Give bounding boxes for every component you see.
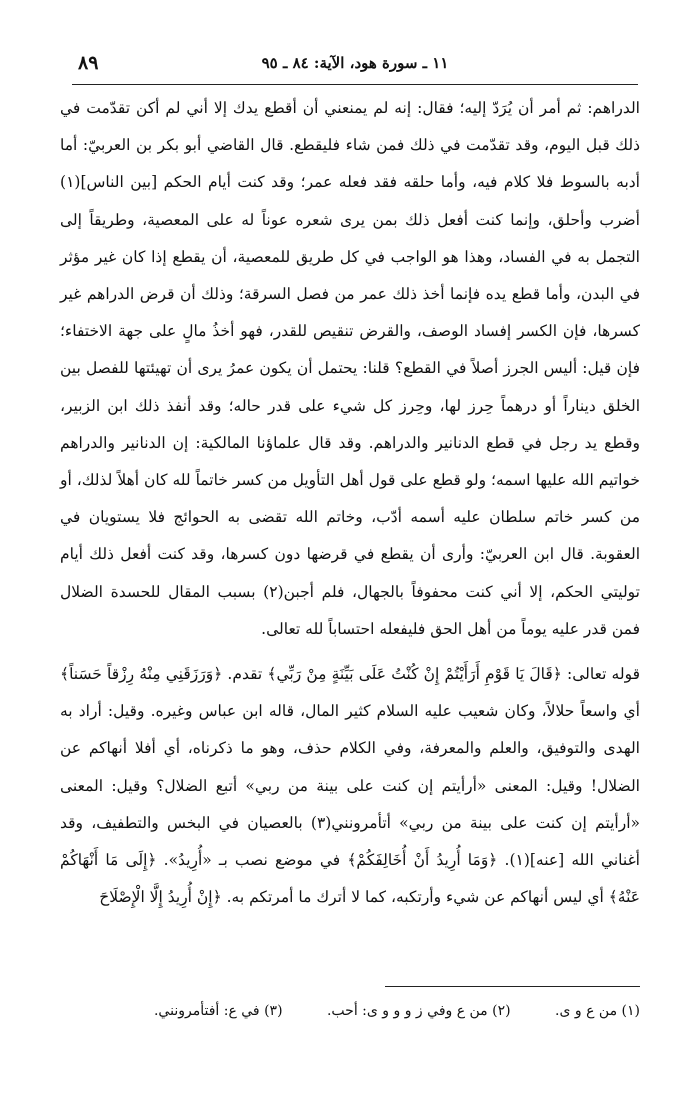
page-header [72, 42, 638, 85]
footnotes [80, 1000, 640, 1022]
main-text [60, 90, 640, 916]
footnote-divider [385, 986, 640, 987]
page-number: ٨٩ [78, 52, 99, 74]
footnote-3: (٣) في ع: أفتأمرونني. [153, 1003, 283, 1019]
footnote-1: (١) من ع و ى. [555, 1003, 640, 1019]
paragraph-1: الدراهم: ثم أمر أن يُرَدّ إليه؛ فقال: إنه لم يمنعني أن أقطع يدك إلا أني لم أكن تقدّمت في ذلك قبل اليوم، وقد تقدّمت في ذلك فمن شاء فليقطع. قال القاضي أبو بكر بن العربيّ: أما أدبه بالسوط فلا كلام فيه، وأما حلقه فقد فعله عمر؛ وقد كنت أيام الحكم [بين الناس](١) أضرب وأحلق، وإنما كنت أفعل ذلك بمن يرى شعره عوناً له على المعصية، وطريقاً إلى التجمل به في الفساد، وهذا هو الواجب في كل طريق للمعصية، أن يقطع إذا كان غير مؤثر في البدن، وأما قطع يده فإنما أخذ ذلك عمر من فصل السرقة؛ وذلك أن قرض الدراهم غير كسرها، فإن الكسر إفساد الوصف، والقرض تنقيص للقدر، فهو أخذُ مالٍ على جهة الاختفاء؛ فإن قيل: أليس الجرز أصلاً في القطع؟ قلنا: يحتمل أن يكون عمرُ يرى أن تهيئتها للفصل بين الخلق ديناراً أو درهماً حِرز لها، وحِرز كل شيء على قدر حاله؛ وقد أنفذ ذلك ابن الزبير، وقطع يد رجل في قطع الدنانير والدراهم. وقد قال علماؤنا المالكية: إن الدنانير والدراهم خواتيم الله عليها اسمه؛ ولو قطع على قول أهل التأويل من كسر خاتماً لله كان أهلاً لذلك، أو من كسر خاتم سلطان عليه أسمه أدّب، وخاتم الله تقضى به الحوائج فلا يستويان في العقوبة. قال ابن العربيّ: وأرى أن يقطع في قرضها دون كسرها، وقد كنت أفعل ذلك أيام توليتي الحكم، إلا أني كنت محفوفاً بالجهال، فلم أجبن(٢) بسبب المقال للحسدة الضلال فمن قدر عليه يوماً من أهل الحق فليفعله احتساباً لله تعالى. [60, 99, 640, 638]
paragraph-2: قوله تعالى: ﴿قَالَ يَا قَوْمِ أَرَأَيْتُمْ إِنْ كُنْتُ عَلَى بَيِّنَةٍ مِنْ رَبِّي﴾ تقدم. ﴿وَرَزَقَنِي مِنْهُ رِزْقاً حَسَناً﴾ أي واسعاً حلالاً، وكان شعيب عليه السلام كثير المال، قاله ابن عباس وغيره. وقيل: أراد به الهدى والتوفيق، والعلم والمعرفة، وفي الكلام حذف، وهو ما ذكرناه، أي أفلا أنهاكم عن الضلال! وقيل: المعنى «أرأيتم إن كنت على بينة من ربي» أتبع الضلال؟ وقيل: المعنى «أرأيتم إن كنت على بينة من ربي» أتأمرونني(٣) بالعصيان في البخس والتطفيف، وقد أغناني الله [عنه](١). ﴿وَمَا أُرِيدُ أَنْ أُخَالِفَكُمْ﴾ في موضع نصب بـ «أُرِيدُ». ﴿إِلَى مَا أَنْهَاكُمْ عَنْهُ﴾ أي ليس أنهاكم عن شيء وأرتكبه، كما لا أترك ما أمرتكم به. ﴿إِنْ أُرِيدُ إِلَّا الْإِصْلَاحَ [60, 665, 640, 907]
footnote-2: (٢) من ع وفي ز و و و ى: أحب. [326, 1003, 511, 1019]
running-head: ١١ ـ سورة هود، الآية: ٨٤ ـ ٩٥ [261, 54, 449, 72]
